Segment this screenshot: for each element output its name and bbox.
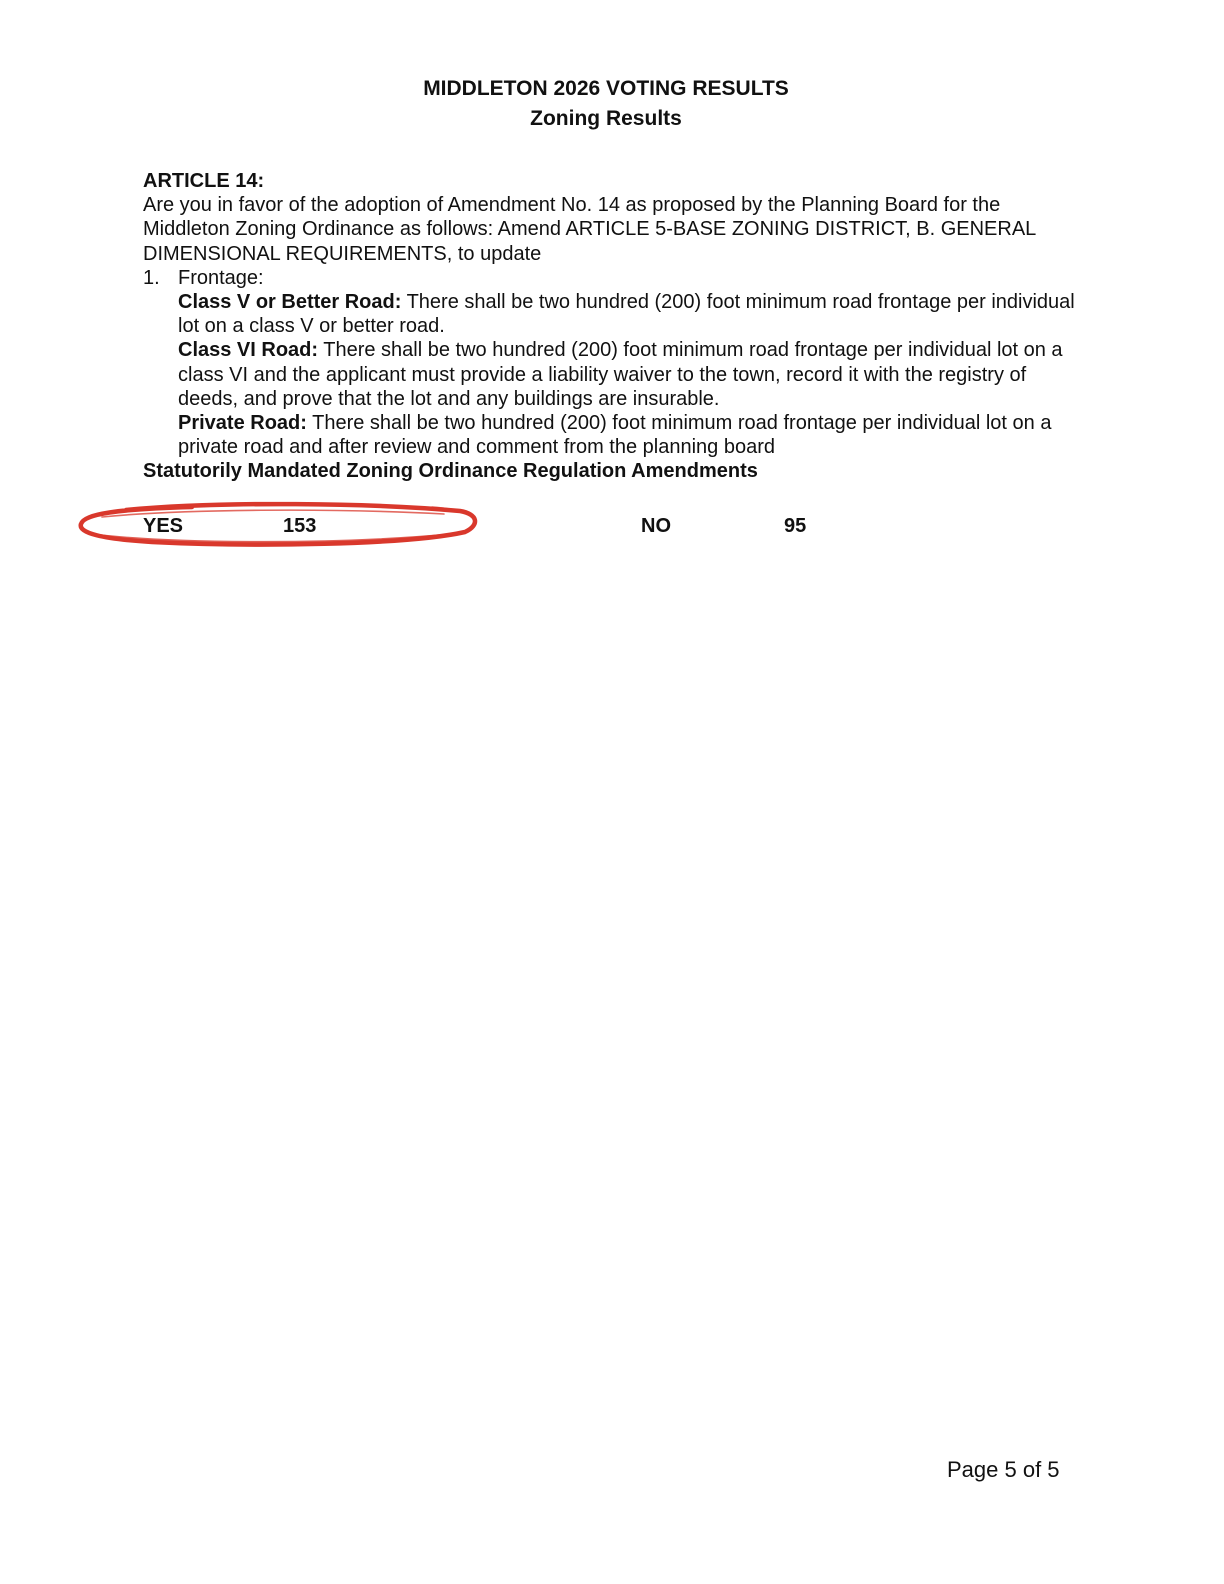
sub-item-label: Class VI Road:	[178, 339, 319, 362]
no-label: NO	[641, 515, 671, 537]
document-subtitle: Zoning Results	[530, 107, 682, 130]
article-heading: ARTICLE 14:	[143, 170, 265, 192]
yes-count: 153	[283, 515, 317, 537]
page-number: Page 5 of 5	[947, 1457, 1060, 1482]
sub-item-class-v-road	[143, 290, 1083, 338]
sub-item-label: Class V or Better Road:	[178, 291, 402, 314]
sub-item-label: Private Road:	[178, 412, 307, 435]
no-count: 95	[784, 515, 807, 537]
yes-label: YES	[143, 515, 184, 537]
document-title: MIDDLETON 2026 VOTING RESULTS	[423, 77, 789, 100]
sub-item-text: There shall be two hundred (200) foot minimum road frontage per individual lot on a private road and after review and comment from the planning board	[178, 412, 1052, 459]
document-header	[0, 74, 1212, 134]
article-section	[143, 169, 1083, 484]
sub-item-text: There shall be two hundred (200) foot minimum road frontage per individual lot on a class V or better road.	[178, 291, 1075, 338]
sub-item-private-road	[143, 411, 1083, 459]
vote-results	[0, 514, 1224, 544]
list-number: 1.	[143, 266, 160, 289]
sub-item-class-vi-road	[143, 338, 1083, 411]
article-question: Are you in favor of the adoption of Amendment No. 14 as proposed by the Planning Board for the Middleton Zoning Ordinance as follows: Amend ARTICLE 5-BASE ZONING DISTRICT, B. GENERAL DIMENSIONAL REQUIREMENTS, to update	[143, 194, 1036, 265]
article-closing: Statutorily Mandated Zoning Ordinance Regulation Amendments	[143, 460, 758, 483]
sub-item-text: There shall be two hundred (200) foot minimum road frontage per individual lot on a class VI and the applicant must provide a liability waiver to the town, record it with the registry of deeds, and prove that the lot and any buildings are insurable.	[178, 339, 1063, 410]
list-item-frontage	[143, 266, 1083, 290]
list-label: Frontage:	[178, 266, 264, 289]
